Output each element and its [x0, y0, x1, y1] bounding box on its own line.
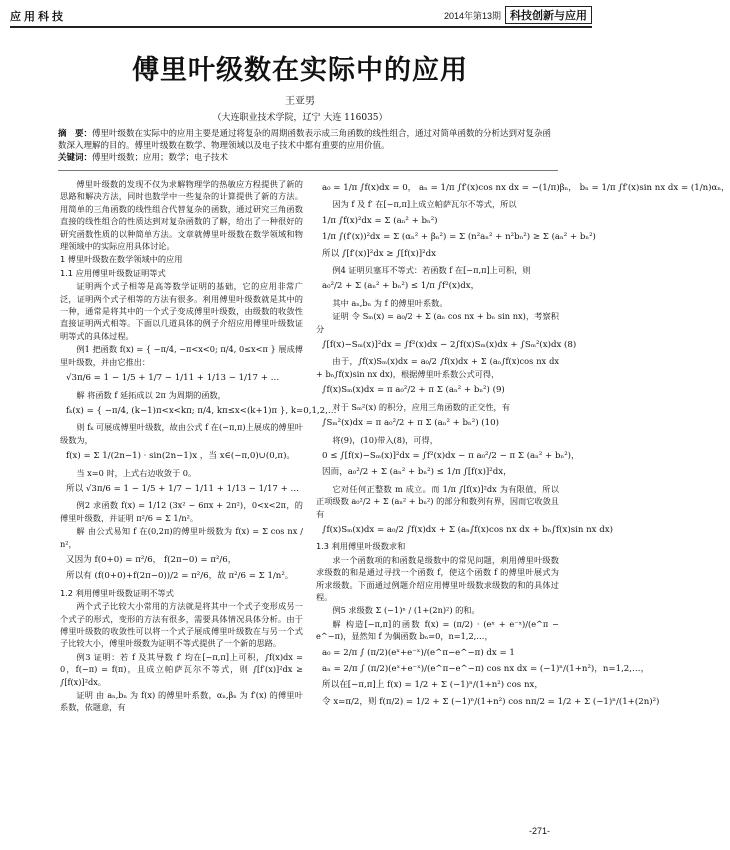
equation: a₀ = 1/π ∫f(x)dx = 0， aₙ = 1/π ∫f′(x)cos nx dx = −(1/π)βₙ， bₙ = 1/π ∫f′(x)sin nx dx = (1/n)αₙ， [322, 183, 730, 193]
section-heading: 1.1 应用傅里叶级数证明等式 [60, 267, 166, 278]
paragraph: 当 x=0 时，上式右边收敛于 0。 [76, 467, 197, 478]
abstract-line [58, 128, 558, 152]
section-heading: 1.3 利用傅里叶级数求和 [316, 541, 406, 552]
equation: 所以有 (f(0+0)+f(2π−0))/2 = π²/6，故 π²/6 = Σ 1/n²。 [66, 571, 294, 582]
paragraph: 因为 f 及 f′ 在[−π,π]上成立帕萨瓦尔不等式，所以 [332, 199, 517, 210]
paragraph: 求一个函数项的和函数是级数中的常见问题，利用傅里叶级数求级数的和是通过寻找一个函数 f，使这个函数 f 的傅里叶展式为所求级数。下面通过例题介绍应用傅里叶级数求级数的和的具体过程。 [316, 554, 559, 602]
keywords-line [58, 152, 558, 164]
journal-name: 应用科技 [10, 10, 66, 23]
paragraph: 由于，∫f(x)Sₘ(x)dx = a₀/2 ∫f(x)dx + Σ (aₙ∫f(x)cos nx dx + bₙ∫f(x)sin nx dx)，根据傅里叶系数公式可得， [316, 356, 559, 379]
section-heading: 1 傅里叶级数在数学领域中的应用 [60, 254, 183, 265]
equation: √3π/6 = 1 − 1/5 + 1/7 − 1/11 + 1/13 − 1/17 + … [66, 373, 280, 384]
left-column [60, 178, 337, 715]
equation: 所以 √3π/6 = 1 − 1/5 + 1/7 − 1/11 + 1/13 − 1/17 + … [66, 483, 300, 494]
equation: 令 x=π/2，则 f(π/2) = 1/2 + Σ (−1)ⁿ/(1+n²) cos nπ/2 = 1/2 + Σ (−1)ⁿ/(1+(2n)²) [322, 696, 660, 707]
running-header [10, 6, 592, 28]
equation: 1/π ∫(f′(x))²dx = Σ (αₙ² + βₙ²) = Σ (n²aₙ² + n²bₙ²) ≥ Σ (aₙ² + bₙ²) [322, 232, 596, 243]
keywords-text: 傅里叶级数；应用；数学；电子技术 [92, 153, 229, 163]
abstract-text: 傅里叶级数在实际中的应用主要是通过将复杂的周期函数表示成三角函数的线性组合，通过对简单函数的分析达到对复杂函数深入理解的目的。傅里叶级数在数学、物理领域以及电子技术中都有重要的应用价值。 [58, 129, 552, 151]
equation: a₀²/2 + Σ (aₙ² + bₙ²) ≤ 1/π ∫f²(x)dx， [322, 281, 480, 292]
issue-label: 2014年第13期 [443, 10, 501, 21]
paragraph: 例4 证明贝塞耳不等式：若函数 f 在[−π,π]上可积，则 [332, 265, 531, 276]
keywords-label: 关键词： [58, 153, 93, 163]
paragraph: 证明两个式子相等是高等数学证明的基础，它的应用非常广泛，证明两个式子相等的方法有很多。利用傅里叶级数就是其中的一种，通常是将其中的一个式子变成傅里叶级数，由级数的收敛性直接证明两式相等。下面以几道具体的例子介绍应用傅里叶级数证明等式的具体过程。 [60, 281, 303, 341]
equation: fₖ(x) = { −π/4, (k−1)π<x<kπ; π/4, kπ≤x<(k+1)π }, k=0,1,2,… [66, 405, 337, 416]
paragraph: 傅里叶级数的发现不仅为求解物理学的热敏应方程提供了新的思路和解决方法，同时也数学中一些复杂的计算提供了新的方法。用简单的三角函数的线性组合代替复杂的函数，通过研究三角函数直接的线性组合的性质达到对复杂函数的了解，给出了一种很好的研究函数性质的以种简单方法。文章就傅里叶级数在数学领域和物理领域中的实际应用具体讨论。 [60, 179, 303, 252]
paragraph: 其中 aₙ,bₙ 为 f 的傅里叶系数。 [332, 297, 448, 308]
section-heading: 1.2 利用傅里叶级数证明不等式 [60, 587, 174, 598]
equation: ∫f(x)Sₘ(x)dx = a₀/2 ∫f(x)dx + Σ (aₙ∫f(x)cos nx dx + bₙ∫f(x)sin nx dx) [322, 524, 613, 535]
equation: aₙ = 2/π ∫ (π/2)(eˣ+e⁻ˣ)/(e^π−e^−π) cos nx dx = (−1)ⁿ/(1+n²)，n=1,2,…， [322, 664, 650, 674]
paragraph: 证明 由 aₙ,bₙ 为 f(x) 的傅里叶系数，αₙ,βₙ 为 f′(x) 的傅里叶系数，依题意，有 [60, 690, 303, 713]
paragraph: 例2 求函数 f(x) = 1/12 (3x² − 6πx + 2π²)，0<x<2π，的傅里叶级数，并证明 π²/6 = Σ 1/n²。 [60, 500, 303, 523]
paragraph: 证明 令 Sₘ(x) = a₀/2 + Σ (aₙ cos nx + bₙ sin nx)，考察积分 [316, 311, 559, 334]
header-right [444, 6, 592, 24]
paragraph: 解 构造[−π,π]的函数 f(x) = (π/2) · (eˣ + e⁻ˣ)/(e^π − e^−π)，显然知 f 为偶函数 bₙ=0，n=1,2,…， [316, 618, 559, 642]
equation: 所以在[−π,π]上 f(x) = 1/2 + Σ (−1)ⁿ/(1+n²) cos nx， [322, 680, 543, 691]
article-title: 傅里叶级数在实际中的应用 [132, 55, 468, 86]
equation: ∫f(x)Sₘ(x)dx = π a₀²/2 + π Σ (aₙ² + bₙ²) (9) [322, 385, 505, 396]
paragraph: 解 将函数 f 延拓成以 2π 为周期的函数， [76, 389, 226, 400]
abstract-divider [58, 170, 558, 171]
paragraph: 解 由公式易知 f 在(0,2π)的傅里叶级数为 f(x) = Σ cos nx / n²， [60, 526, 303, 549]
author-affiliation: （大连职业技术学院，辽宁 大连 116035） [212, 113, 388, 123]
equation: a₀ = 2/π ∫ (π/2)(eˣ+e⁻ˣ)/(e^π−e^−π) dx = 1 [322, 647, 515, 658]
paragraph: 对于 Sₘ²(x) 的积分，应用三角函数的正交性，有 [332, 401, 510, 412]
equation: f(x) = Σ 1/(2n−1) · sin(2n−1)x ，当 x∈(−π,0)∪(0,π)。 [66, 451, 296, 462]
equation: ∫Sₘ²(x)dx = π a₀²/2 + π Σ (aₙ² + bₙ²) (10) [322, 418, 499, 429]
paragraph: 两个式子比较大小常用的方法就是将其中一个式子变形成另一个式子的形式，变形的方法有很多，需要具体情况具体分析。由于傅里叶级数的收敛性可以将一个式子展成傅里叶级数在与另一个式子比较大小，傅里叶级数为证明不等式提供了一个新的思路。 [60, 601, 303, 649]
equation: 因而，a₀²/2 + Σ (aₙ² + bₙ²) ≤ 1/π ∫[f(x)]²dx， [322, 467, 512, 478]
equation: ∫[f(x)−Sₘ(x)]²dx = ∫f²(x)dx − 2∫f(x)Sₘ(x)dx + ∫Sₘ²(x)dx (8) [322, 340, 577, 351]
equation: 0 ≤ ∫[f(x)−Sₘ(x)]²dx = ∫f²(x)dx − π a₀²/2 − π Σ (aₙ² + bₙ²)， [322, 450, 580, 461]
right-column [316, 178, 730, 712]
paragraph: 则 fₖ 可展成傅里叶级数，故由公式 f 在(−π,π)上展成的傅里叶级数为， [60, 422, 303, 445]
paragraph: 例5 求级数 Σ (−1)ⁿ / (1+(2n)²) 的和。 [332, 605, 480, 616]
column-label: 科技创新与应用 [505, 6, 592, 24]
paragraph: 将(9)，(10)带入(8)，可得， [332, 434, 438, 445]
abstract-block [58, 128, 558, 164]
paragraph: 例1 把函数 f(x) = { −π/4, −π<x<0; π/4, 0≤x<π } 展成傅里叶级数，并由它推出： [60, 344, 303, 367]
author-name: 王亚男 [285, 96, 315, 107]
equation: 1/π ∫f(x)²dx = Σ (aₙ² + bₙ²) [322, 215, 438, 226]
equation: 又因为 f(0+0) = π²/6， f(2π−0) = π²/6， [66, 554, 237, 565]
paragraph: 它对任何正整数 m 成立。而 1/π ∫[f(x)]²dx 为有限值，所以正项级数 a₀²/2 + Σ (aₙ² + bₙ²) 的部分和数列有界，因而它收敛且有 [316, 483, 559, 519]
equation: 所以 ∫[f′(x)]²dx ≥ ∫[f(x)]²dx [322, 248, 436, 259]
paragraph: 例3 证明：若 f 及其导数 f′ 均在[−π,π]上可积，∫f(x)dx = 0，f(−π) = f(π)，且成立帕萨瓦尔不等式，则 ∫[f′(x)]²dx ≥ ∫[f(x)]²dx。 [60, 651, 303, 687]
abstract-label: 摘 要： [58, 129, 93, 139]
page-number: -271- [528, 826, 550, 836]
